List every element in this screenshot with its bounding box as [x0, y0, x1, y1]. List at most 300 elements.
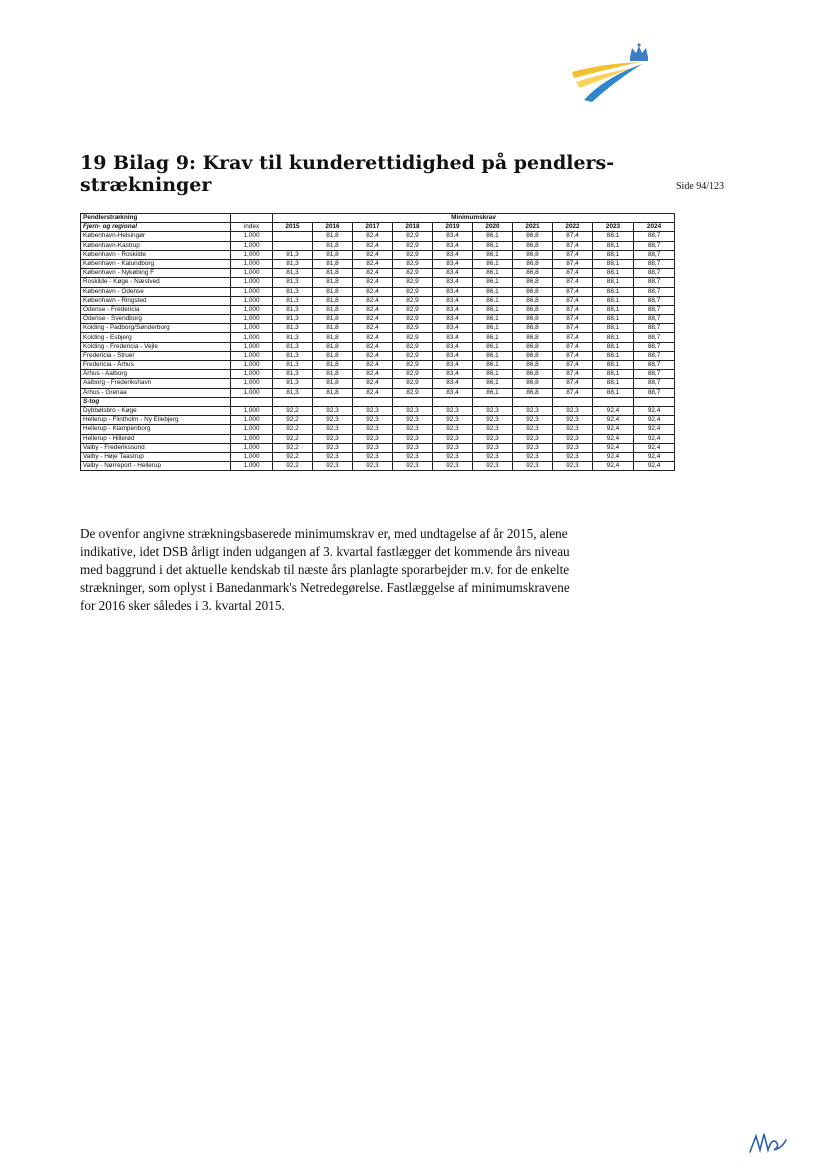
- table-row: [81, 324, 675, 333]
- requirement-value: 88,1: [593, 278, 634, 287]
- requirement-value: 81,8: [313, 278, 353, 287]
- route-name: Århus - Grenaa: [81, 388, 231, 397]
- route-name: København - Kalundborg: [81, 259, 231, 268]
- body-paragraph: De ovenfor angivne strækningsbaserede minimumskrav er, med undtagelse af år 2015, alene indikative, idet DSB årligt inden udgangen af 3. kvartal fastlægger det kommende års niveau med baggrund i det aktuelle kendskab til næste års planlagte sporarbejder m.v. for de enkelte strækninger, som oplyst i Banedanmark's Netredegørelse. Fastlæggelse af minimumskravene for 2016 sker således i 3. kvartal 2015.: [80, 526, 570, 613]
- requirement-value: 86,8: [513, 296, 553, 305]
- requirement-value: 81,8: [313, 361, 353, 370]
- index-value: 1,000: [231, 287, 273, 296]
- table-row: [81, 342, 675, 351]
- requirement-value: 86,1: [473, 232, 513, 241]
- requirement-value: 88,1: [593, 241, 634, 250]
- requirement-value: 87,4: [553, 287, 593, 296]
- requirement-value: 92,3: [393, 452, 433, 461]
- requirement-value: 88,1: [593, 361, 634, 370]
- requirement-value: 92,3: [473, 406, 513, 415]
- requirement-value: 88,7: [634, 388, 675, 397]
- requirement-value: 88,1: [593, 269, 634, 278]
- requirement-value: 88,7: [634, 333, 675, 342]
- index-value: 1,000: [231, 361, 273, 370]
- requirement-value: 86,8: [513, 305, 553, 314]
- requirement-value: 82,9: [393, 287, 433, 296]
- route-name: København - Roskilde: [81, 250, 231, 259]
- index-value: 1,000: [231, 434, 273, 443]
- requirement-value: 86,8: [513, 278, 553, 287]
- requirement-value: 92,3: [513, 452, 553, 461]
- requirement-value: 81,3: [273, 287, 313, 296]
- route-name: Hellerup - Klampenborg: [81, 425, 231, 434]
- table-row: [81, 452, 675, 461]
- year-header: 2017: [353, 223, 393, 232]
- requirement-value: 83,4: [433, 296, 473, 305]
- requirement-value: 92,3: [513, 443, 553, 452]
- requirement-value: 86,1: [473, 379, 513, 388]
- requirement-value: 82,4: [353, 232, 393, 241]
- requirement-value: 92,3: [553, 406, 593, 415]
- requirement-value: 92,3: [353, 425, 393, 434]
- requirement-value: 82,9: [393, 388, 433, 397]
- index-value: 1,000: [231, 241, 273, 250]
- requirement-value: 81,8: [313, 250, 353, 259]
- requirement-value: 86,1: [473, 370, 513, 379]
- requirement-value: 88,7: [634, 296, 675, 305]
- page-title: 19 Bilag 9: Krav til kunderettidighed på pendlers-strækninger: [80, 152, 615, 196]
- table-row: [81, 351, 675, 360]
- requirement-value: 87,4: [553, 241, 593, 250]
- requirement-value: 82,9: [393, 315, 433, 324]
- route-name: Hellerup - Hillerød: [81, 434, 231, 443]
- empty-cell: [313, 397, 353, 406]
- requirement-value: 81,3: [273, 296, 313, 305]
- year-header: 2019: [433, 223, 473, 232]
- requirement-value: 82,9: [393, 305, 433, 314]
- route-name: København-Helsingør: [81, 232, 231, 241]
- table-header-row-top: [81, 214, 675, 223]
- requirement-value: 88,1: [593, 287, 634, 296]
- requirement-value: 87,4: [553, 259, 593, 268]
- crown-icon: [630, 43, 648, 61]
- section-header-row: [81, 223, 675, 232]
- requirement-value: 87,4: [553, 269, 593, 278]
- requirement-value: 81,8: [313, 305, 353, 314]
- requirement-value: 88,7: [634, 342, 675, 351]
- table-row: [81, 416, 675, 425]
- index-value: 1,000: [231, 379, 273, 388]
- index-value: 1,000: [231, 416, 273, 425]
- requirement-value: 92,3: [353, 443, 393, 452]
- requirement-value: 81,8: [313, 379, 353, 388]
- year-header: 2024: [634, 223, 675, 232]
- requirement-value: 81,8: [313, 296, 353, 305]
- requirement-value: 92,3: [433, 434, 473, 443]
- requirement-value: 86,1: [473, 278, 513, 287]
- requirement-value: 87,4: [553, 278, 593, 287]
- requirement-value: 86,1: [473, 287, 513, 296]
- requirement-value: 88,1: [593, 351, 634, 360]
- index-value: 1,000: [231, 342, 273, 351]
- requirement-value: 88,1: [593, 370, 634, 379]
- requirement-value: 88,7: [634, 361, 675, 370]
- route-name: København-Kastrup: [81, 241, 231, 250]
- requirement-value: 81,3: [273, 278, 313, 287]
- index-value: 1,000: [231, 462, 273, 471]
- initials-signature: [748, 1128, 788, 1156]
- requirement-value: 86,8: [513, 324, 553, 333]
- requirement-value: 81,8: [313, 232, 353, 241]
- requirement-value: 92,3: [393, 406, 433, 415]
- requirement-value: 88,7: [634, 315, 675, 324]
- table-row: [81, 305, 675, 314]
- requirement-value: 86,1: [473, 333, 513, 342]
- requirement-value: 87,4: [553, 250, 593, 259]
- requirement-value: 92,2: [273, 406, 313, 415]
- requirement-value: 92,3: [353, 406, 393, 415]
- requirement-value: 82,4: [353, 259, 393, 268]
- requirement-value: 92,4: [593, 462, 634, 471]
- requirement-value: 86,8: [513, 269, 553, 278]
- year-header: 2021: [513, 223, 553, 232]
- requirement-value: 81,3: [273, 361, 313, 370]
- requirement-value: 88,7: [634, 259, 675, 268]
- index-column-blank-header: [231, 214, 273, 223]
- requirement-value: 92,3: [513, 425, 553, 434]
- requirement-value: 92,3: [473, 416, 513, 425]
- requirement-value: 92,4: [593, 434, 634, 443]
- requirement-value: 86,8: [513, 379, 553, 388]
- requirement-value: 92,2: [273, 434, 313, 443]
- requirement-value: 88,7: [634, 250, 675, 259]
- requirement-value: 81,8: [313, 342, 353, 351]
- requirement-value: 92,2: [273, 452, 313, 461]
- requirement-value: 92,2: [273, 416, 313, 425]
- requirement-value: 92,3: [473, 443, 513, 452]
- requirement-value: 87,4: [553, 296, 593, 305]
- requirement-value: 88,1: [593, 305, 634, 314]
- requirement-value: 83,4: [433, 333, 473, 342]
- table-row: [81, 232, 675, 241]
- route-name: Fredericia - Struer: [81, 351, 231, 360]
- requirement-value: 82,4: [353, 287, 393, 296]
- requirement-value: 86,8: [513, 232, 553, 241]
- requirement-value: 87,4: [553, 388, 593, 397]
- requirement-value: 92,4: [634, 443, 675, 452]
- requirement-value: 92,4: [593, 406, 634, 415]
- requirement-value: 92,4: [593, 425, 634, 434]
- table-row: [81, 287, 675, 296]
- requirement-value: 81,8: [313, 269, 353, 278]
- index-value: 1,000: [231, 232, 273, 241]
- requirement-value: 81,3: [273, 379, 313, 388]
- requirement-value: 92,3: [353, 452, 393, 461]
- requirement-value: 92,3: [393, 434, 433, 443]
- requirement-value: 82,4: [353, 278, 393, 287]
- minimum-requirements-header: Minimumskrav: [273, 214, 675, 223]
- empty-cell: [593, 397, 634, 406]
- table-row: [81, 269, 675, 278]
- requirement-value: 86,8: [513, 333, 553, 342]
- empty-cell: [273, 397, 313, 406]
- requirement-value: 81,3: [273, 333, 313, 342]
- requirement-value: 87,4: [553, 324, 593, 333]
- requirement-value: 92,3: [553, 416, 593, 425]
- requirement-value: 88,1: [593, 250, 634, 259]
- requirement-value: 88,7: [634, 269, 675, 278]
- section-header-row: [81, 397, 675, 406]
- requirement-value: 83,4: [433, 269, 473, 278]
- requirement-value: 81,8: [313, 333, 353, 342]
- requirement-value: 92,3: [393, 416, 433, 425]
- requirement-value: 83,4: [433, 259, 473, 268]
- index-column-header: index: [231, 223, 273, 232]
- requirement-value: 82,9: [393, 250, 433, 259]
- year-header: 2018: [393, 223, 433, 232]
- table-row: [81, 333, 675, 342]
- route-name: Odense - Svendborg: [81, 315, 231, 324]
- requirement-value: 83,4: [433, 388, 473, 397]
- requirement-value: 92,3: [553, 434, 593, 443]
- requirement-value: 88,7: [634, 287, 675, 296]
- requirement-value: 88,7: [634, 351, 675, 360]
- route-name: Valby - Frederikssund: [81, 443, 231, 452]
- requirement-value: 82,4: [353, 269, 393, 278]
- table-row: [81, 425, 675, 434]
- requirement-value: 88,1: [593, 388, 634, 397]
- requirement-value: 83,4: [433, 379, 473, 388]
- requirement-value: 92,4: [634, 452, 675, 461]
- requirement-value: 83,4: [433, 278, 473, 287]
- requirement-value: 92,4: [593, 443, 634, 452]
- requirement-value: 92,3: [393, 425, 433, 434]
- requirement-value: 92,3: [353, 434, 393, 443]
- table-row: [81, 434, 675, 443]
- requirement-value: 82,9: [393, 379, 433, 388]
- route-name: Fredericia - Århus: [81, 361, 231, 370]
- requirement-value: 83,4: [433, 324, 473, 333]
- requirement-value: 92,3: [513, 462, 553, 471]
- requirement-value: 86,8: [513, 351, 553, 360]
- empty-cell: [433, 397, 473, 406]
- requirement-value: 92,3: [473, 462, 513, 471]
- requirement-value: 82,9: [393, 324, 433, 333]
- requirement-value: 82,9: [393, 361, 433, 370]
- route-name: København - Odense: [81, 287, 231, 296]
- requirement-value: 92,3: [473, 425, 513, 434]
- requirement-value: 86,1: [473, 342, 513, 351]
- requirement-value: 87,4: [553, 333, 593, 342]
- index-value: 1,000: [231, 250, 273, 259]
- requirement-value: 86,8: [513, 287, 553, 296]
- table-row: [81, 361, 675, 370]
- requirement-value: 83,4: [433, 315, 473, 324]
- requirement-value: 82,4: [353, 342, 393, 351]
- table-row: [81, 250, 675, 259]
- requirement-value: 88,1: [593, 324, 634, 333]
- requirement-value: 92,3: [433, 425, 473, 434]
- index-value: 1,000: [231, 305, 273, 314]
- requirement-value: 83,4: [433, 287, 473, 296]
- requirement-value: 92,3: [313, 425, 353, 434]
- requirement-value: 81,8: [313, 287, 353, 296]
- requirement-value: 81,8: [313, 370, 353, 379]
- index-value: 1,000: [231, 406, 273, 415]
- requirement-value: 88,7: [634, 305, 675, 314]
- requirement-value: 82,9: [393, 278, 433, 287]
- empty-cell: [473, 397, 513, 406]
- table-row: [81, 259, 675, 268]
- index-value: 1,000: [231, 351, 273, 360]
- requirement-value: 81,8: [313, 324, 353, 333]
- requirement-value: 82,9: [393, 333, 433, 342]
- table-row: [81, 462, 675, 471]
- requirements-table: [80, 213, 675, 471]
- requirement-value: 92,3: [313, 416, 353, 425]
- year-header: 2015: [273, 223, 313, 232]
- requirement-value: 88,1: [593, 232, 634, 241]
- requirement-value: 83,4: [433, 361, 473, 370]
- requirement-value: 92,3: [513, 416, 553, 425]
- requirement-value: 82,4: [353, 351, 393, 360]
- year-header: 2016: [313, 223, 353, 232]
- requirement-value: 81,3: [273, 351, 313, 360]
- requirement-value: 86,1: [473, 296, 513, 305]
- requirement-value: 92,3: [553, 452, 593, 461]
- table-row: [81, 370, 675, 379]
- requirement-value: 83,4: [433, 250, 473, 259]
- requirement-value: 83,4: [433, 370, 473, 379]
- route-name: Valby - Nørreport - Hellerup: [81, 462, 231, 471]
- requirement-value: 86,8: [513, 342, 553, 351]
- empty-cell: [353, 397, 393, 406]
- requirement-value: 86,1: [473, 250, 513, 259]
- requirement-value: 88,7: [634, 324, 675, 333]
- requirement-value: 81,8: [313, 351, 353, 360]
- requirement-value: 87,4: [553, 379, 593, 388]
- requirement-value: 92,3: [553, 443, 593, 452]
- requirement-value: 86,1: [473, 351, 513, 360]
- index-value: 1,000: [231, 452, 273, 461]
- requirement-value: 83,4: [433, 342, 473, 351]
- index-value: 1,000: [231, 324, 273, 333]
- requirement-value: [273, 232, 313, 241]
- requirement-value: 81,3: [273, 315, 313, 324]
- empty-cell: [393, 397, 433, 406]
- requirement-value: 82,9: [393, 259, 433, 268]
- index-value: 1,000: [231, 278, 273, 287]
- route-name: Kolding - Esbjerg: [81, 333, 231, 342]
- requirement-value: 88,1: [593, 259, 634, 268]
- table-row: [81, 296, 675, 305]
- requirement-value: 82,4: [353, 333, 393, 342]
- requirement-value: 92,3: [353, 462, 393, 471]
- requirement-value: 81,8: [313, 388, 353, 397]
- requirement-value: 82,4: [353, 379, 393, 388]
- requirement-value: 86,8: [513, 388, 553, 397]
- requirement-value: 82,4: [353, 315, 393, 324]
- requirement-value: 81,3: [273, 259, 313, 268]
- requirement-value: 82,4: [353, 324, 393, 333]
- requirement-value: 83,4: [433, 305, 473, 314]
- requirement-value: 87,4: [553, 315, 593, 324]
- requirement-value: 83,4: [433, 241, 473, 250]
- table-row: [81, 278, 675, 287]
- route-name: København - Ringsted: [81, 296, 231, 305]
- page-number: Side 94/123: [676, 181, 725, 192]
- requirement-value: 81,8: [313, 259, 353, 268]
- table-row: [81, 388, 675, 397]
- requirement-value: 82,4: [353, 250, 393, 259]
- requirement-value: 92,3: [473, 434, 513, 443]
- requirement-value: 92,3: [313, 434, 353, 443]
- requirement-value: 82,4: [353, 241, 393, 250]
- requirement-value: 92,3: [513, 434, 553, 443]
- requirement-value: 92,3: [473, 452, 513, 461]
- requirement-value: 86,8: [513, 315, 553, 324]
- requirement-value: 86,1: [473, 269, 513, 278]
- requirement-value: 81,3: [273, 250, 313, 259]
- index-value: 1,000: [231, 259, 273, 268]
- requirement-value: 86,1: [473, 388, 513, 397]
- requirement-value: 92,2: [273, 462, 313, 471]
- requirement-value: 88,1: [593, 342, 634, 351]
- requirement-value: 92,4: [593, 452, 634, 461]
- requirement-value: 92,3: [313, 406, 353, 415]
- requirement-value: 92,3: [433, 406, 473, 415]
- requirement-value: 92,3: [433, 452, 473, 461]
- requirement-value: 92,3: [433, 443, 473, 452]
- requirement-value: 86,8: [513, 370, 553, 379]
- index-value: 1,000: [231, 370, 273, 379]
- requirement-value: 88,7: [634, 232, 675, 241]
- requirement-value: 81,8: [313, 241, 353, 250]
- requirement-value: 83,4: [433, 232, 473, 241]
- requirement-value: 86,1: [473, 259, 513, 268]
- requirement-value: 92,3: [513, 406, 553, 415]
- requirement-value: 86,1: [473, 361, 513, 370]
- index-value: 1,000: [231, 443, 273, 452]
- requirement-value: 86,8: [513, 241, 553, 250]
- table-row: [81, 241, 675, 250]
- route-name: Dybbølsbro - Køge: [81, 406, 231, 415]
- requirement-value: 87,4: [553, 361, 593, 370]
- requirement-value: 82,9: [393, 232, 433, 241]
- index-value: 1,000: [231, 315, 273, 324]
- requirement-value: 86,1: [473, 241, 513, 250]
- requirement-value: 88,1: [593, 379, 634, 388]
- requirement-value: 88,1: [593, 333, 634, 342]
- requirement-value: [273, 241, 313, 250]
- requirement-value: 82,4: [353, 370, 393, 379]
- section-title: S-tog: [81, 397, 231, 406]
- requirement-value: 81,8: [313, 315, 353, 324]
- requirement-value: 92,3: [313, 462, 353, 471]
- requirement-value: 92,3: [313, 452, 353, 461]
- requirement-value: 92,3: [553, 462, 593, 471]
- empty-cell: [634, 397, 675, 406]
- year-header: 2020: [473, 223, 513, 232]
- section-title: Fjern- og regional: [81, 223, 231, 232]
- route-name: Kolding - Fredericia - Vejle: [81, 342, 231, 351]
- transport-authority-logo: [570, 42, 656, 104]
- route-name: Aalborg - Frederikshavn: [81, 379, 231, 388]
- requirement-value: 88,7: [634, 379, 675, 388]
- requirement-value: 82,9: [393, 370, 433, 379]
- empty-cell: [231, 397, 273, 406]
- requirement-value: 82,4: [353, 388, 393, 397]
- empty-cell: [513, 397, 553, 406]
- requirement-value: 92,4: [634, 416, 675, 425]
- table-row: [81, 443, 675, 452]
- requirement-value: 82,4: [353, 296, 393, 305]
- requirement-value: 82,9: [393, 241, 433, 250]
